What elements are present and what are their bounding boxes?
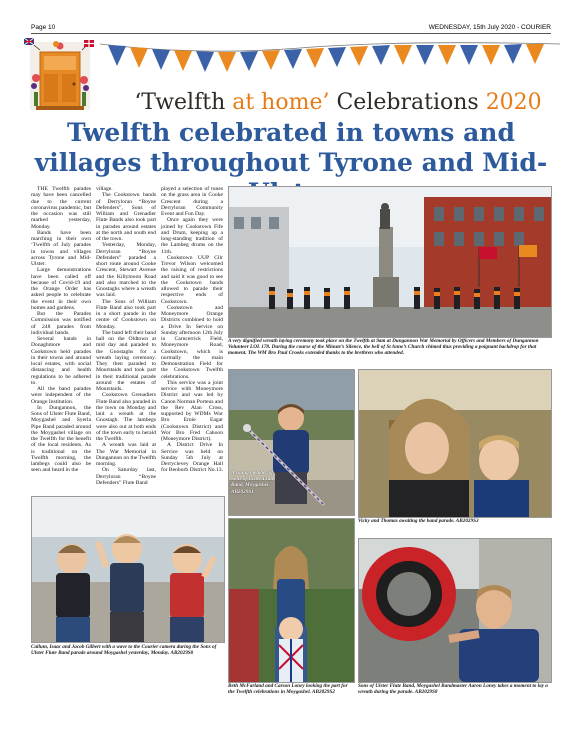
paragraph: The Cookstown bands of Derryloran “Boyne Defenders”, Sons of William and Grenadier Flute Bands also took part in parades around estates at the north and south end of the town. xyxy=(96,192,156,242)
paragraph: All the band parades were independent of the Orange Institution. xyxy=(31,386,91,405)
paragraph: Several bands in Donaghmore and Cookstown held parades in their towns and around local estates, with social distancing and health regulations to be adhered to. xyxy=(31,336,91,386)
paragraph: Bands have been marching in their own ‘Twelfth of July parades in towns and villages across Tyrone and Mid-Ulster. xyxy=(31,229,91,267)
sisters-photo xyxy=(228,518,355,683)
paragraph: Cookstown and Moneymore Orange Districts combined to hold a Drive In Service on Sunday afternoon 12th July in Carncerrick Field, Moneymore Road, Cookstown, which is normally the main Demonstration Field for the Cookstown Twelfth celebrations. xyxy=(161,304,223,380)
paragraph: A wreath was laid at The War Memorial in Dungannon on the Twelfth morning. xyxy=(96,442,156,467)
paragraph: THE Twelfth parades may have been cancelled due to the current coronavirus pandemic, but the occasion was still marked yesterday, Monday. xyxy=(31,186,91,230)
vicky-thomas-image xyxy=(359,370,551,517)
article-column-2 xyxy=(96,186,156,492)
bunting-flags xyxy=(108,44,544,72)
three-boys-image xyxy=(32,497,224,642)
kicker-text-3: Celebrations xyxy=(329,90,486,115)
caption-boy-flag: A young member of Sons of Ulster Flute Band, Moygashel. AB2029S1 xyxy=(231,470,275,495)
paragraph: Large demonstrations have been called off because of Covid-19 and the Orange Order has asked people to celebrate the event in their own homes and gardens. xyxy=(31,267,91,311)
paragraph: A District Drive In Service was held on Sunday 5th July at Derryclevey Orange Hall for Benburb District No.13. xyxy=(161,442,223,474)
caption-memorial: A very dignified wreath laying ceremony took place on the Twelfth at 9am at Dungannon War Memorial by Officers and Members of Dungannon Volunteer LOL 178. During the course of the Minute’s Silence, the bell of St Anne’s Church chimed thus providing a poignant backdrop for that moment. The WM Bro Paul Crooks extended thanks to the brethren who attended. xyxy=(228,338,539,357)
door-icon xyxy=(24,38,94,110)
three-boys-photo xyxy=(31,496,225,643)
paragraph: Cookstown UUP Cllr Trevor Wilson welcomed the raising of restrictions and said it was good to see the Cookstown bands allowed to parade their respective ends of Cookstown. xyxy=(161,254,223,305)
paragraph: Once again they were joined by Cookstown Fife and Drum, keeping up a long-standing tradition of the Lambeg drums on the 11th. xyxy=(161,217,223,255)
wreath-photo xyxy=(358,538,552,683)
caption-boys-wall: Callum, Isaac and Jacob Gilbert with a wave to the Courier camera during the Sons of Ulster Flute Band parade around Moygashel yesterday, Monday. AB2029S0 xyxy=(31,644,217,657)
paragraph: The band left their band hall on the Oldtown at mid day and paraded to the Gnostaghs for a wreath laying ceremony. They then paraded to Mourstaids and took part in their traditional parade around the estates of Mourstaids. xyxy=(96,329,156,392)
kicker-year: 2020 xyxy=(485,90,542,115)
date-line: WEDNESDAY, 15th July 2020 - COURIER xyxy=(428,24,551,31)
article-column-3 xyxy=(161,186,223,474)
caption-vicky: Vicky and Thomas awaiting the band parade. AB2029S3 xyxy=(358,518,479,524)
caption-wreath: Sons of Ulster Flute Band, Moygashel Bandmaster Aaron Loney takes a moment to lay a wreath during the parade. AB2029S8 xyxy=(358,683,548,696)
war-memorial-photo xyxy=(228,186,552,338)
paragraph: This service was a joint service with Moneymore District and was led by Canon Norman Porteus and the Rev Alan Cross, supported by WDMs Wor Bro Ernie Eagar (Cookstown District) and Wor Bro Fred Cahoon (Moneymore District). xyxy=(161,379,223,442)
paragraph: played a selection of tunes on the grass area in Cooke Crescent during a Derryloran Community Event and Fun Day. xyxy=(161,186,223,217)
boy-flag-photo xyxy=(228,369,355,516)
paragraph: village. xyxy=(96,186,113,192)
memorial-scene-image xyxy=(229,187,551,337)
article-column-1 xyxy=(31,186,91,492)
paragraph: The Sons of William Flute Band also took part in a short parade in the centre of Cookstown on Monday. xyxy=(96,298,156,330)
kicker-text-2: at home’ xyxy=(232,90,330,115)
paragraph: Cookstown Grenadiers Flute Band also paraded in the town on Monday and laid a wreath at the Gnostagh. The lambegs were also out at both ends of the town early to herald the Twelfth. xyxy=(96,392,156,442)
kicker-text-1: ‘Twelfth xyxy=(134,90,233,115)
wreath-image xyxy=(359,539,551,682)
paragraph: In Dungannon, the Sons of Ulster Flute Band, Moygashel and Syerla Pipe Band paraded around the Moygashel village on the Twelfth for the benefit of the local residents. As is traditional on the Twelfth morning, the lambegs could also be seen and heard in the xyxy=(31,404,91,474)
paragraph: Yesterday, Monday, Derryloran “Boyne Defenders” paraded a short route around Cooke Crescent, Stewart Avenue and the Killymoon Road and also marched to the Gnostaghs where a wreath was laid. xyxy=(96,242,156,299)
vicky-thomas-photo xyxy=(358,369,552,518)
paragraph: But the Parades Commission was notified of 248 parades from individual bands. xyxy=(31,311,91,336)
paragraph: On Saturday last, Derryloran “Boyne Defenders” Flute Band xyxy=(96,467,156,486)
sisters-image xyxy=(229,519,354,682)
page-number: Page 10 xyxy=(31,24,56,31)
section-kicker xyxy=(128,90,548,115)
headline: Twelfth celebrated in towns and villages throughout Tyrone and Mid- xyxy=(34,118,548,177)
caption-sisters: Beth McFarland and Carson Loney looking the part for the Twelfth celebrations in Moygashel. AB2029S2 xyxy=(228,683,348,696)
